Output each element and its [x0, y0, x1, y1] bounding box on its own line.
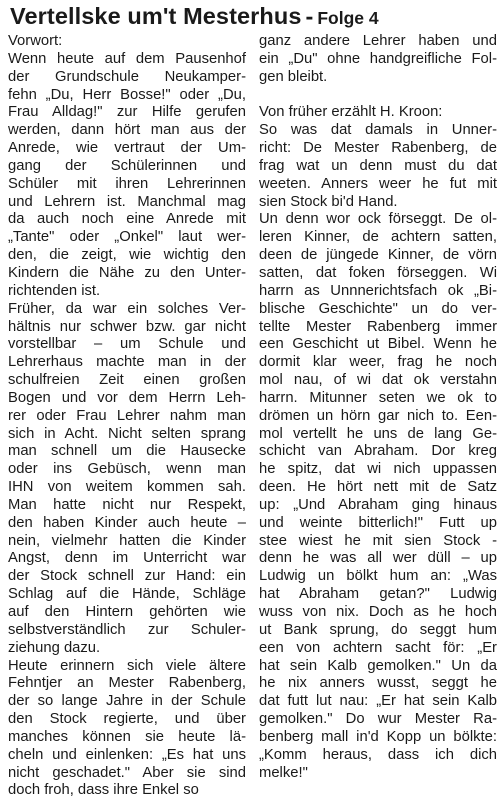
right-text-column [259, 33, 497, 782]
text-line: gemolken." Do wur Mester Ra- [259, 711, 497, 728]
text-line: up: „Und Abraham ging hinaus [259, 496, 497, 513]
text-line: Wenn heute auf dem Pausenhof [8, 50, 246, 67]
text-line: blische Geschichte" un do ver- [259, 300, 497, 317]
text-line: fehn „Du, Herr Bosse!" oder „Du, [8, 86, 246, 103]
episode-label: Folge 4 [317, 8, 379, 28]
article-header [10, 3, 379, 30]
text-line: vorstellbar – um Schule und [8, 336, 246, 353]
text-line: Vorwort: [8, 33, 63, 49]
text-line: und weinte bitterlich!" Futt up [259, 514, 497, 531]
text-line: hat sein Kalb gemolken." Un da [259, 657, 497, 674]
text-line: nicht geschadet." Aber sie sind [8, 764, 246, 781]
text-line: Anrede, wie vertraut der Um- [8, 140, 246, 157]
text-line: gen bleibt. [259, 68, 328, 85]
text-line: wuss von nix. Doch as he hoch [259, 604, 497, 620]
text-line: richt: De Mester Rabenberg, de [259, 140, 497, 157]
text-line: leren Kinner, de achtern satten, [259, 229, 497, 246]
text-line: dat futt lut nau: „Er hat sein Kalb [259, 693, 497, 710]
text-line: melke!" [259, 764, 308, 781]
text-line: Von früher erzählt H. Kroon: [259, 104, 443, 121]
text-line: Frau Alldag!" zur Hilfe gerufen [8, 104, 246, 121]
text-line: ein „Du" ohne handgreifliche Fol- [259, 50, 497, 67]
text-line: satten, dat foken förseggen. Wi [259, 264, 497, 281]
text-line: doch froh, dass ihre Enkel so [8, 782, 199, 799]
text-line: der Grundschule Neukamper- [8, 68, 246, 85]
text-line: deen de jüngede Kinner, de vörn [259, 247, 497, 264]
text-line: drömen un hörn gar nich to. Een- [259, 407, 497, 424]
text-line: der so lange Jahre in der Schule [8, 693, 246, 710]
text-line: mol nau, of wi dat ok verstahn [259, 372, 497, 389]
text-line: Lehrerhaus machte man in der [8, 354, 246, 371]
text-line: sich in Acht. Nicht selten sprang [8, 425, 246, 442]
text-line: So was dat damals in Unner- [259, 122, 497, 139]
text-line: selbstverständlich zur Schuler- [8, 621, 246, 638]
text-line: mol vertellt he uns de lang Ge- [259, 425, 497, 442]
text-line: deen. He hört nett mit de Satz [259, 479, 497, 496]
text-line: den Stock regierte, und über [8, 711, 246, 728]
title-separator: - [305, 3, 314, 29]
text-line: harrn. Mitunner seten we ok to [259, 389, 497, 406]
text-line: een Geschicht ut Bibel. Wenn he [259, 336, 497, 353]
text-line: he spitz, dat wi nich uppassen [259, 461, 497, 478]
text-line: richtenden ist. [8, 282, 101, 299]
text-line: Man hatte nicht nur Respekt, [8, 496, 246, 513]
text-line: tellte Mester Rabenberg immer [259, 318, 497, 335]
text-line: ziehung dazu. [8, 639, 101, 656]
text-line: manches können sie heute lä- [8, 728, 246, 745]
text-line: hat Abraham getan?" Ludwig [259, 586, 497, 603]
text-line: stee wiest he mit sien Stock - [259, 532, 497, 549]
text-line: Schüler mit ihren Lehrerinnen [8, 175, 246, 192]
text-line: man schnell um die Hausecke [8, 443, 246, 460]
text-line: „Komm heraus, dass ich dich [259, 746, 497, 763]
text-line: dormit klar weer, frag he noch [259, 354, 497, 371]
paragraph-gap [259, 87, 497, 105]
text-line: IHN von weitem kommen sah. [8, 479, 246, 496]
text-line: Früher, da war ein solches Ver- [8, 300, 246, 317]
text-line: benberg mall in'd Kopp un bölkte: [259, 728, 497, 745]
text-line: und Lehrern ist. Manchmal mag [8, 193, 246, 210]
text-line: schicht van Abraham. Dor kreg [259, 443, 497, 460]
text-line: frag wat un denn must du dat [259, 157, 497, 174]
text-line: Schlag auf die Hände, Schläge [8, 586, 246, 603]
article-title: Vertellske um't Mesterhus [10, 3, 302, 29]
text-line: werden, dann hört man aus der [8, 122, 246, 139]
text-line: da auch noch eine Anrede mit [8, 211, 246, 228]
text-line: denn he was all wer düll – up [259, 550, 497, 567]
text-line: hältnis nur schwer bzw. gar nicht [8, 318, 246, 335]
text-line: den, die zeigt, wie wichtig den [8, 247, 246, 264]
text-line: oder ins Gebüsch, wenn man [8, 461, 246, 478]
text-line: Kindern die Nähe zu den Unter- [8, 264, 246, 281]
text-line: Bogen und vor dem Herrn Leh- [8, 389, 246, 406]
text-line: ut Bank sprung, do seggt hum [259, 621, 497, 638]
text-line: rer oder Frau Lehrer nahm man [8, 407, 246, 424]
text-line: nein, vielmehr hatten die Kinder [8, 532, 246, 549]
text-line: Fehntjer an Mester Rabenberg, [8, 675, 246, 692]
text-line: een von achtern sacht för: „Er [259, 639, 497, 656]
text-line: gang der Schülerinnen und [8, 157, 246, 174]
text-line: der Stock schnell zur Hand: ein [8, 568, 246, 585]
text-line: sien Stock bi'd Hand. [259, 193, 398, 210]
text-line: harrn as Unnnerichtsfach ok „Bi- [259, 282, 497, 299]
left-text-column [8, 33, 246, 800]
text-line: Angst, denn im Unterricht war [8, 550, 246, 567]
text-line: cheln und einlenken: „Es hat uns [8, 746, 246, 763]
text-line: Un denn wor ock förseggt. De ol- [259, 211, 497, 228]
text-line: he nix anners wusst, seggt he [259, 675, 497, 692]
text-line: Ludwig un bölkt hum an: „Was [259, 568, 497, 585]
text-line: den haben Kinder auch heute – [8, 514, 246, 531]
text-line: ganz andere Lehrer haben und [259, 33, 497, 49]
text-line: schulfreien Zeit einen großen [8, 372, 246, 389]
text-line: Heute erinnern sich viele ältere [8, 657, 246, 674]
text-line: auf den Hintern gehörten wie [8, 604, 246, 620]
text-line: weeten. Anners weer he fut mit [259, 175, 497, 192]
text-line: „Tante" oder „Onkel" laut wer- [8, 229, 246, 246]
